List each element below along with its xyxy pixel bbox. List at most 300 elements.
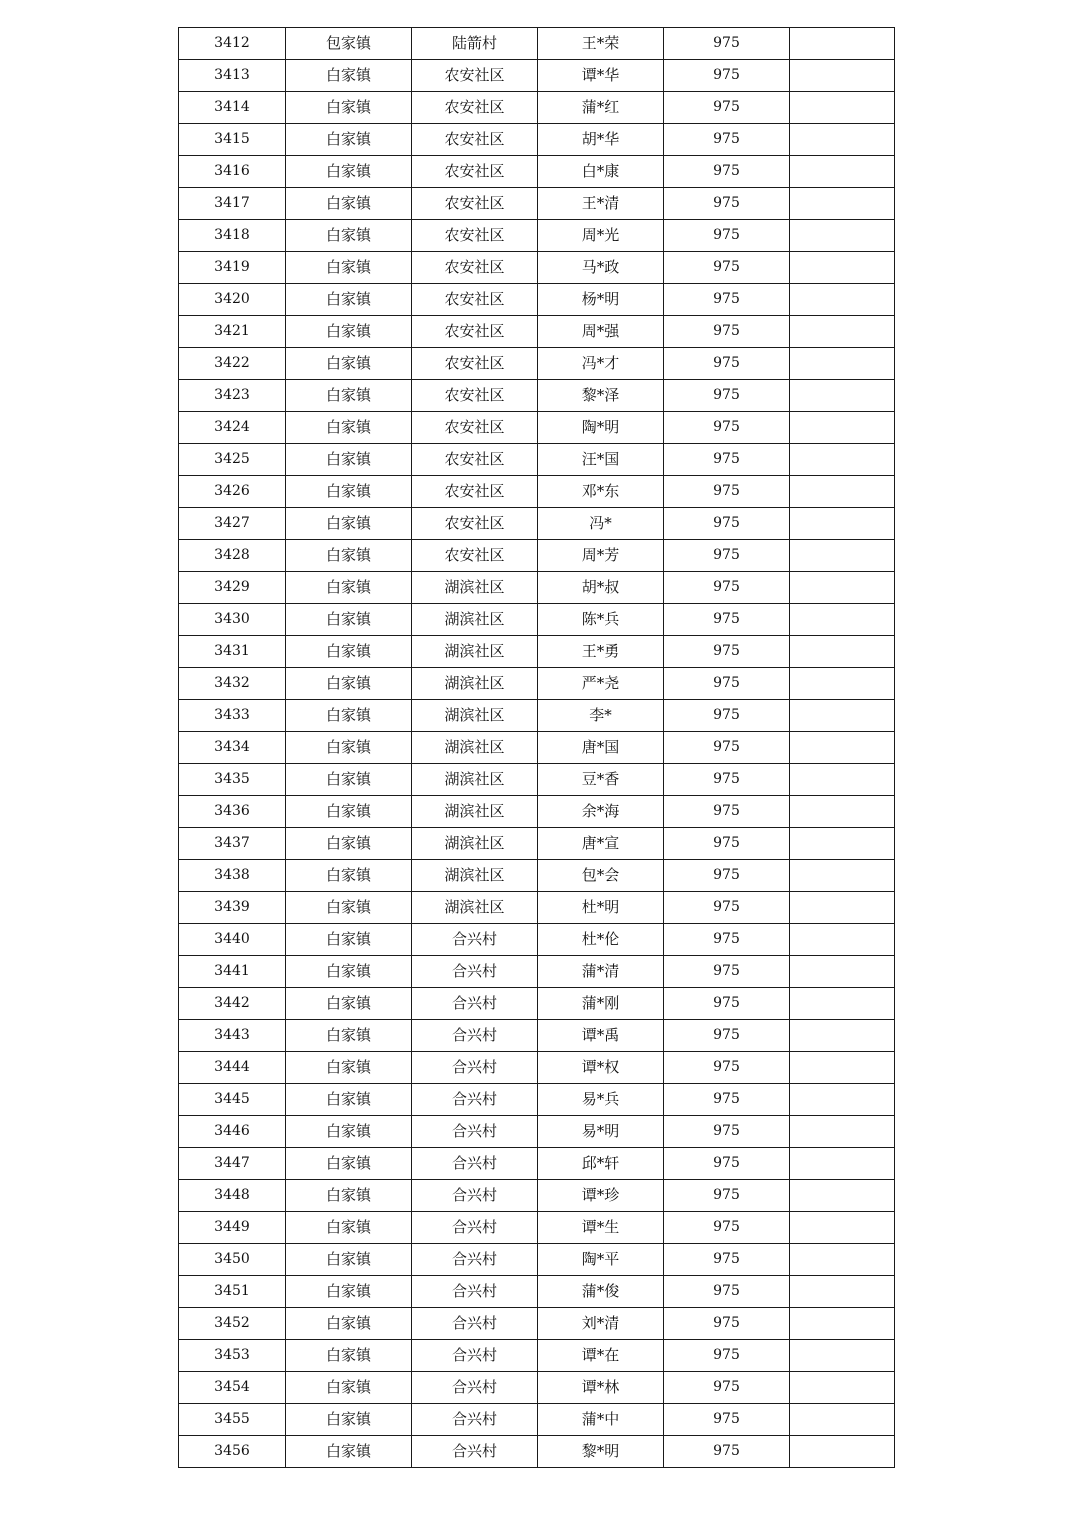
serial-number-cell: 3443 xyxy=(179,1020,286,1052)
name-cell: 谭*在 xyxy=(538,1340,664,1372)
table-row xyxy=(179,156,895,188)
name-cell: 谭*生 xyxy=(538,1212,664,1244)
amount-cell: 975 xyxy=(664,764,790,796)
remark-cell xyxy=(790,444,895,476)
village-cell: 农安社区 xyxy=(412,92,538,124)
name-cell: 李* xyxy=(538,700,664,732)
amount-cell: 975 xyxy=(664,732,790,764)
village-cell: 合兴村 xyxy=(412,988,538,1020)
table-row xyxy=(179,796,895,828)
table-row xyxy=(179,252,895,284)
serial-number-cell: 3450 xyxy=(179,1244,286,1276)
serial-number-cell: 3453 xyxy=(179,1340,286,1372)
serial-number-cell: 3451 xyxy=(179,1276,286,1308)
name-cell: 冯*才 xyxy=(538,348,664,380)
town-cell: 白家镇 xyxy=(286,1436,412,1468)
town-cell: 白家镇 xyxy=(286,156,412,188)
remark-cell xyxy=(790,156,895,188)
serial-number-cell: 3433 xyxy=(179,700,286,732)
serial-number-cell: 3421 xyxy=(179,316,286,348)
serial-number-cell: 3456 xyxy=(179,1436,286,1468)
remark-cell xyxy=(790,1212,895,1244)
town-cell: 白家镇 xyxy=(286,700,412,732)
town-cell: 白家镇 xyxy=(286,444,412,476)
name-cell: 陈*兵 xyxy=(538,604,664,636)
village-cell: 湖滨社区 xyxy=(412,796,538,828)
serial-number-cell: 3436 xyxy=(179,796,286,828)
town-cell: 白家镇 xyxy=(286,924,412,956)
town-cell: 白家镇 xyxy=(286,1180,412,1212)
name-cell: 包*会 xyxy=(538,860,664,892)
name-cell: 蒲*清 xyxy=(538,956,664,988)
remark-cell xyxy=(790,1308,895,1340)
town-cell: 白家镇 xyxy=(286,636,412,668)
village-cell: 湖滨社区 xyxy=(412,828,538,860)
remark-cell xyxy=(790,348,895,380)
remark-cell xyxy=(790,828,895,860)
village-cell: 农安社区 xyxy=(412,60,538,92)
serial-number-cell: 3454 xyxy=(179,1372,286,1404)
serial-number-cell: 3441 xyxy=(179,956,286,988)
town-cell: 白家镇 xyxy=(286,764,412,796)
amount-cell: 975 xyxy=(664,28,790,60)
table-row xyxy=(179,732,895,764)
remark-cell xyxy=(790,796,895,828)
name-cell: 易*明 xyxy=(538,1116,664,1148)
town-cell: 白家镇 xyxy=(286,860,412,892)
table-row xyxy=(179,572,895,604)
remark-cell xyxy=(790,1052,895,1084)
name-cell: 杜*明 xyxy=(538,892,664,924)
remark-cell xyxy=(790,924,895,956)
amount-cell: 975 xyxy=(664,636,790,668)
table-row xyxy=(179,1020,895,1052)
village-cell: 农安社区 xyxy=(412,220,538,252)
town-cell: 白家镇 xyxy=(286,1372,412,1404)
town-cell: 白家镇 xyxy=(286,572,412,604)
town-cell: 白家镇 xyxy=(286,1404,412,1436)
village-cell: 合兴村 xyxy=(412,1404,538,1436)
amount-cell: 975 xyxy=(664,1308,790,1340)
name-cell: 白*康 xyxy=(538,156,664,188)
serial-number-cell: 3412 xyxy=(179,28,286,60)
name-cell: 王*清 xyxy=(538,188,664,220)
table-row xyxy=(179,956,895,988)
amount-cell: 975 xyxy=(664,860,790,892)
amount-cell: 975 xyxy=(664,92,790,124)
serial-number-cell: 3427 xyxy=(179,508,286,540)
town-cell: 白家镇 xyxy=(286,124,412,156)
amount-cell: 975 xyxy=(664,60,790,92)
name-cell: 胡*华 xyxy=(538,124,664,156)
village-cell: 湖滨社区 xyxy=(412,732,538,764)
table-row xyxy=(179,60,895,92)
table-row xyxy=(179,828,895,860)
amount-cell: 975 xyxy=(664,1084,790,1116)
table-row xyxy=(179,476,895,508)
name-cell: 黎*泽 xyxy=(538,380,664,412)
village-cell: 农安社区 xyxy=(412,412,538,444)
amount-cell: 975 xyxy=(664,1148,790,1180)
table-row xyxy=(179,668,895,700)
amount-cell: 975 xyxy=(664,444,790,476)
remark-cell xyxy=(790,28,895,60)
name-cell: 汪*国 xyxy=(538,444,664,476)
serial-number-cell: 3439 xyxy=(179,892,286,924)
remark-cell xyxy=(790,1372,895,1404)
table-body xyxy=(179,28,895,1468)
table-row xyxy=(179,924,895,956)
table-row xyxy=(179,1148,895,1180)
table-row xyxy=(179,1340,895,1372)
table-row xyxy=(179,1308,895,1340)
amount-cell: 975 xyxy=(664,1404,790,1436)
town-cell: 白家镇 xyxy=(286,988,412,1020)
table-row xyxy=(179,1404,895,1436)
serial-number-cell: 3425 xyxy=(179,444,286,476)
serial-number-cell: 3428 xyxy=(179,540,286,572)
remark-cell xyxy=(790,284,895,316)
remark-cell xyxy=(790,988,895,1020)
town-cell: 白家镇 xyxy=(286,604,412,636)
remark-cell xyxy=(790,252,895,284)
serial-number-cell: 3449 xyxy=(179,1212,286,1244)
serial-number-cell: 3432 xyxy=(179,668,286,700)
village-cell: 农安社区 xyxy=(412,380,538,412)
name-cell: 陶*明 xyxy=(538,412,664,444)
town-cell: 白家镇 xyxy=(286,412,412,444)
table-row xyxy=(179,124,895,156)
table-row xyxy=(179,316,895,348)
table-row xyxy=(179,764,895,796)
village-cell: 农安社区 xyxy=(412,284,538,316)
amount-cell: 975 xyxy=(664,924,790,956)
amount-cell: 975 xyxy=(664,668,790,700)
village-cell: 合兴村 xyxy=(412,1116,538,1148)
amount-cell: 975 xyxy=(664,412,790,444)
table-row xyxy=(179,188,895,220)
amount-cell: 975 xyxy=(664,1244,790,1276)
name-cell: 杨*明 xyxy=(538,284,664,316)
remark-cell xyxy=(790,1180,895,1212)
town-cell: 白家镇 xyxy=(286,1308,412,1340)
amount-cell: 975 xyxy=(664,316,790,348)
serial-number-cell: 3438 xyxy=(179,860,286,892)
name-cell: 邱*轩 xyxy=(538,1148,664,1180)
amount-cell: 975 xyxy=(664,1052,790,1084)
amount-cell: 975 xyxy=(664,220,790,252)
town-cell: 白家镇 xyxy=(286,1052,412,1084)
name-cell: 谭*禹 xyxy=(538,1020,664,1052)
remark-cell xyxy=(790,1276,895,1308)
village-cell: 合兴村 xyxy=(412,956,538,988)
name-cell: 谭*权 xyxy=(538,1052,664,1084)
village-cell: 农安社区 xyxy=(412,348,538,380)
amount-cell: 975 xyxy=(664,348,790,380)
table-row xyxy=(179,700,895,732)
table-row xyxy=(179,1116,895,1148)
remark-cell xyxy=(790,1116,895,1148)
table-row xyxy=(179,444,895,476)
table-row xyxy=(179,1212,895,1244)
amount-cell: 975 xyxy=(664,956,790,988)
table-row xyxy=(179,92,895,124)
remark-cell xyxy=(790,92,895,124)
town-cell: 白家镇 xyxy=(286,732,412,764)
serial-number-cell: 3413 xyxy=(179,60,286,92)
village-cell: 湖滨社区 xyxy=(412,604,538,636)
serial-number-cell: 3444 xyxy=(179,1052,286,1084)
village-cell: 合兴村 xyxy=(412,1052,538,1084)
village-cell: 湖滨社区 xyxy=(412,860,538,892)
serial-number-cell: 3420 xyxy=(179,284,286,316)
remark-cell xyxy=(790,956,895,988)
name-cell: 豆*香 xyxy=(538,764,664,796)
village-cell: 农安社区 xyxy=(412,444,538,476)
village-cell: 农安社区 xyxy=(412,188,538,220)
serial-number-cell: 3447 xyxy=(179,1148,286,1180)
remark-cell xyxy=(790,732,895,764)
town-cell: 包家镇 xyxy=(286,28,412,60)
village-cell: 合兴村 xyxy=(412,1020,538,1052)
town-cell: 白家镇 xyxy=(286,220,412,252)
remark-cell xyxy=(790,316,895,348)
data-table xyxy=(178,27,895,1468)
village-cell: 农安社区 xyxy=(412,124,538,156)
serial-number-cell: 3445 xyxy=(179,1084,286,1116)
amount-cell: 975 xyxy=(664,476,790,508)
table-row xyxy=(179,508,895,540)
town-cell: 白家镇 xyxy=(286,1020,412,1052)
name-cell: 蒲*中 xyxy=(538,1404,664,1436)
table-row xyxy=(179,636,895,668)
village-cell: 合兴村 xyxy=(412,1180,538,1212)
village-cell: 湖滨社区 xyxy=(412,636,538,668)
remark-cell xyxy=(790,60,895,92)
town-cell: 白家镇 xyxy=(286,796,412,828)
remark-cell xyxy=(790,380,895,412)
remark-cell xyxy=(790,700,895,732)
table-row xyxy=(179,892,895,924)
town-cell: 白家镇 xyxy=(286,540,412,572)
town-cell: 白家镇 xyxy=(286,284,412,316)
remark-cell xyxy=(790,892,895,924)
amount-cell: 975 xyxy=(664,700,790,732)
amount-cell: 975 xyxy=(664,188,790,220)
table-row xyxy=(179,412,895,444)
serial-number-cell: 3434 xyxy=(179,732,286,764)
table-row xyxy=(179,1052,895,1084)
town-cell: 白家镇 xyxy=(286,252,412,284)
village-cell: 湖滨社区 xyxy=(412,764,538,796)
table-row xyxy=(179,380,895,412)
amount-cell: 975 xyxy=(664,604,790,636)
remark-cell xyxy=(790,1404,895,1436)
table-row xyxy=(179,1372,895,1404)
village-cell: 合兴村 xyxy=(412,1244,538,1276)
table-row xyxy=(179,540,895,572)
table-row xyxy=(179,860,895,892)
remark-cell xyxy=(790,188,895,220)
remark-cell xyxy=(790,220,895,252)
name-cell: 冯* xyxy=(538,508,664,540)
table-row xyxy=(179,348,895,380)
table-row xyxy=(179,1436,895,1468)
serial-number-cell: 3415 xyxy=(179,124,286,156)
remark-cell xyxy=(790,636,895,668)
amount-cell: 975 xyxy=(664,156,790,188)
name-cell: 唐*宣 xyxy=(538,828,664,860)
serial-number-cell: 3437 xyxy=(179,828,286,860)
amount-cell: 975 xyxy=(664,1372,790,1404)
village-cell: 农安社区 xyxy=(412,476,538,508)
serial-number-cell: 3452 xyxy=(179,1308,286,1340)
name-cell: 蒲*红 xyxy=(538,92,664,124)
village-cell: 合兴村 xyxy=(412,924,538,956)
town-cell: 白家镇 xyxy=(286,316,412,348)
name-cell: 严*尧 xyxy=(538,668,664,700)
serial-number-cell: 3440 xyxy=(179,924,286,956)
serial-number-cell: 3435 xyxy=(179,764,286,796)
town-cell: 白家镇 xyxy=(286,668,412,700)
town-cell: 白家镇 xyxy=(286,60,412,92)
amount-cell: 975 xyxy=(664,1436,790,1468)
table-row xyxy=(179,988,895,1020)
village-cell: 农安社区 xyxy=(412,316,538,348)
amount-cell: 975 xyxy=(664,1180,790,1212)
name-cell: 余*海 xyxy=(538,796,664,828)
town-cell: 白家镇 xyxy=(286,1148,412,1180)
name-cell: 谭*华 xyxy=(538,60,664,92)
table-row xyxy=(179,1084,895,1116)
town-cell: 白家镇 xyxy=(286,1276,412,1308)
amount-cell: 975 xyxy=(664,796,790,828)
name-cell: 周*强 xyxy=(538,316,664,348)
village-cell: 合兴村 xyxy=(412,1148,538,1180)
remark-cell xyxy=(790,1244,895,1276)
amount-cell: 975 xyxy=(664,540,790,572)
serial-number-cell: 3419 xyxy=(179,252,286,284)
remark-cell xyxy=(790,508,895,540)
name-cell: 杜*伦 xyxy=(538,924,664,956)
village-cell: 合兴村 xyxy=(412,1084,538,1116)
name-cell: 蒲*俊 xyxy=(538,1276,664,1308)
table-row xyxy=(179,28,895,60)
name-cell: 周*光 xyxy=(538,220,664,252)
name-cell: 王*勇 xyxy=(538,636,664,668)
name-cell: 邓*东 xyxy=(538,476,664,508)
town-cell: 白家镇 xyxy=(286,1116,412,1148)
table-row xyxy=(179,220,895,252)
table-row xyxy=(179,604,895,636)
amount-cell: 975 xyxy=(664,124,790,156)
name-cell: 蒲*刚 xyxy=(538,988,664,1020)
serial-number-cell: 3414 xyxy=(179,92,286,124)
town-cell: 白家镇 xyxy=(286,188,412,220)
serial-number-cell: 3416 xyxy=(179,156,286,188)
remark-cell xyxy=(790,412,895,444)
serial-number-cell: 3417 xyxy=(179,188,286,220)
amount-cell: 975 xyxy=(664,572,790,604)
serial-number-cell: 3418 xyxy=(179,220,286,252)
amount-cell: 975 xyxy=(664,1116,790,1148)
town-cell: 白家镇 xyxy=(286,348,412,380)
town-cell: 白家镇 xyxy=(286,92,412,124)
village-cell: 合兴村 xyxy=(412,1212,538,1244)
town-cell: 白家镇 xyxy=(286,476,412,508)
amount-cell: 975 xyxy=(664,380,790,412)
amount-cell: 975 xyxy=(664,1276,790,1308)
village-cell: 农安社区 xyxy=(412,508,538,540)
village-cell: 合兴村 xyxy=(412,1308,538,1340)
town-cell: 白家镇 xyxy=(286,1212,412,1244)
village-cell: 农安社区 xyxy=(412,156,538,188)
remark-cell xyxy=(790,1340,895,1372)
remark-cell xyxy=(790,476,895,508)
name-cell: 谭*林 xyxy=(538,1372,664,1404)
name-cell: 陶*平 xyxy=(538,1244,664,1276)
name-cell: 唐*国 xyxy=(538,732,664,764)
village-cell: 合兴村 xyxy=(412,1276,538,1308)
town-cell: 白家镇 xyxy=(286,508,412,540)
serial-number-cell: 3424 xyxy=(179,412,286,444)
amount-cell: 975 xyxy=(664,1212,790,1244)
amount-cell: 975 xyxy=(664,892,790,924)
name-cell: 黎*明 xyxy=(538,1436,664,1468)
remark-cell xyxy=(790,124,895,156)
serial-number-cell: 3442 xyxy=(179,988,286,1020)
table-row xyxy=(179,1180,895,1212)
remark-cell xyxy=(790,764,895,796)
village-cell: 湖滨社区 xyxy=(412,892,538,924)
name-cell: 刘*清 xyxy=(538,1308,664,1340)
name-cell: 易*兵 xyxy=(538,1084,664,1116)
serial-number-cell: 3429 xyxy=(179,572,286,604)
town-cell: 白家镇 xyxy=(286,1084,412,1116)
village-cell: 湖滨社区 xyxy=(412,700,538,732)
name-cell: 周*芳 xyxy=(538,540,664,572)
serial-number-cell: 3455 xyxy=(179,1404,286,1436)
table-row xyxy=(179,1276,895,1308)
amount-cell: 975 xyxy=(664,252,790,284)
amount-cell: 975 xyxy=(664,284,790,316)
village-cell: 农安社区 xyxy=(412,252,538,284)
town-cell: 白家镇 xyxy=(286,892,412,924)
remark-cell xyxy=(790,540,895,572)
table-row xyxy=(179,1244,895,1276)
name-cell: 胡*叔 xyxy=(538,572,664,604)
serial-number-cell: 3423 xyxy=(179,380,286,412)
remark-cell xyxy=(790,1148,895,1180)
remark-cell xyxy=(790,860,895,892)
serial-number-cell: 3431 xyxy=(179,636,286,668)
village-cell: 合兴村 xyxy=(412,1340,538,1372)
town-cell: 白家镇 xyxy=(286,1340,412,1372)
village-cell: 合兴村 xyxy=(412,1372,538,1404)
amount-cell: 975 xyxy=(664,1020,790,1052)
name-cell: 马*政 xyxy=(538,252,664,284)
village-cell: 湖滨社区 xyxy=(412,668,538,700)
table-row xyxy=(179,284,895,316)
remark-cell xyxy=(790,668,895,700)
serial-number-cell: 3430 xyxy=(179,604,286,636)
amount-cell: 975 xyxy=(664,1340,790,1372)
remark-cell xyxy=(790,572,895,604)
village-cell: 湖滨社区 xyxy=(412,572,538,604)
serial-number-cell: 3426 xyxy=(179,476,286,508)
amount-cell: 975 xyxy=(664,508,790,540)
town-cell: 白家镇 xyxy=(286,956,412,988)
